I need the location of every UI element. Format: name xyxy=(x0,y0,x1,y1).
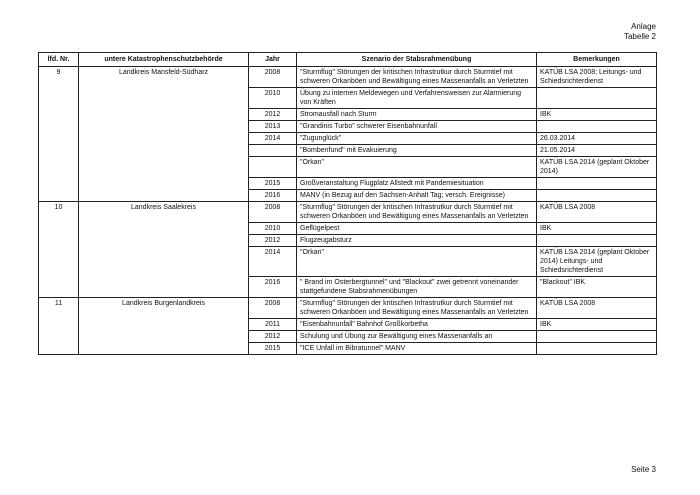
year-cell: 2008 xyxy=(249,298,297,319)
remark-cell xyxy=(537,121,657,133)
scenario-cell: "Sturmflug" Störungen der kritischen Infrastrutkur durch Sturmtief mit schweren Orkanböen und Bewältigung eines Massenanfalls an Verletzten xyxy=(297,202,537,223)
year-cell: 2015 xyxy=(249,343,297,355)
scenario-cell: "ICE Unfall im Bibratunnel" MANV xyxy=(297,343,537,355)
scenario-cell: Schulung und Übung zur Bewältigung eines Massenanfalls an xyxy=(297,331,537,343)
col-header-jahr: Jahr xyxy=(249,53,297,67)
year-cell: 2010 xyxy=(249,223,297,235)
remark-cell: 21.05.2014 xyxy=(537,145,657,157)
scenario-cell: "Bombenfund" mit Evakuierung xyxy=(297,145,537,157)
year-cell: 2012 xyxy=(249,235,297,247)
authority-name: Landkreis Burgenlandkreis xyxy=(79,298,249,355)
scenario-cell: Flugzeugabsturz xyxy=(297,235,537,247)
remark-cell xyxy=(537,331,657,343)
scenario-cell: Geflügelpest xyxy=(297,223,537,235)
col-header-szenario: Szenario der Stabsrahmenübung xyxy=(297,53,537,67)
remark-cell: 26.03.2014 xyxy=(537,133,657,145)
table-row xyxy=(39,67,657,88)
scenario-cell: MANV (in Bezug auf den Sachsen-Anhalt Tag; versch. Ereignisse) xyxy=(297,190,537,202)
year-cell: 2014 xyxy=(249,133,297,145)
scenario-cell: "Orkan" xyxy=(297,247,537,277)
year-cell: 2016 xyxy=(249,277,297,298)
col-header-bemerkungen: Bemerkungen xyxy=(537,53,657,67)
remark-cell xyxy=(537,343,657,355)
remark-cell: KATÜB LSA 2014 (geplant Oktober 2014) Leitungs- und Schiedsrichterdienst xyxy=(537,247,657,277)
scenario-cell: "Sturmflug" Störungen der kritischen Infrastrutkur durch Sturmtief mit schweren Orkanböen und Bewältigung eines Massenanfalls an Verletzten xyxy=(297,67,537,88)
scenario-cell: "Eisenbahnunfall" Bahnhof Großkorbetha xyxy=(297,319,537,331)
year-cell: 2012 xyxy=(249,331,297,343)
year-cell: 2013 xyxy=(249,121,297,133)
remark-cell: KATÜB LSA 2008; Leitungs- und Schiedsrichterdienst xyxy=(537,67,657,88)
table-header-row xyxy=(39,53,657,67)
table-number: Tabelle 2 xyxy=(623,32,656,41)
row-number: 9 xyxy=(39,67,79,202)
scenario-cell: Stromausfall nach Sturm xyxy=(297,109,537,121)
scenario-cell: " Brand im Osterbergtunnel" und "Blackout" zwei getrennt voneinander stattgefundene Stabsrahmenübungen xyxy=(297,277,537,298)
table-row xyxy=(39,202,657,223)
scenario-cell: "Zugunglück" xyxy=(297,133,537,145)
remark-cell: "Blackout" IBK xyxy=(537,277,657,298)
scenario-cell: "Grandinis Turbo" schwerer Eisenbahnunfall xyxy=(297,121,537,133)
table-row xyxy=(39,298,657,319)
col-header-nr: lfd. Nr. xyxy=(39,53,79,67)
remark-cell: IBK xyxy=(537,109,657,121)
remark-cell xyxy=(537,190,657,202)
exercise-table xyxy=(38,52,657,355)
year-cell: 2014 xyxy=(249,247,297,277)
remark-cell: KATÜB LSA 2008 xyxy=(537,202,657,223)
year-cell xyxy=(249,157,297,178)
remark-cell: IBK xyxy=(537,223,657,235)
remark-cell: KATÜB LSA 2014 (geplant Oktober 2014) xyxy=(537,157,657,178)
year-cell: 2015 xyxy=(249,178,297,190)
annex-title: Anlage xyxy=(631,22,656,31)
remark-cell xyxy=(537,88,657,109)
row-number: 10 xyxy=(39,202,79,298)
year-cell: 2016 xyxy=(249,190,297,202)
authority-name: Landkreis Saalekreis xyxy=(79,202,249,298)
scenario-cell: "Sturmflug" Störungen der kritischen Infrastrutkur durch Sturmtief mit schweren Orkanböen und Bewältigung eines Massenanfalls an Verletzten xyxy=(297,298,537,319)
page-number: Seite 3 xyxy=(631,465,656,474)
remark-cell: KATÜB LSA 2008 xyxy=(537,298,657,319)
year-cell: 2011 xyxy=(249,319,297,331)
annex-label xyxy=(624,22,656,42)
year-cell: 2010 xyxy=(249,88,297,109)
authority-name: Landkreis Mansfeld-Südharz xyxy=(79,67,249,202)
remark-cell: IBK xyxy=(537,319,657,331)
remark-cell xyxy=(537,178,657,190)
year-cell xyxy=(249,145,297,157)
remark-cell xyxy=(537,235,657,247)
year-cell: 2008 xyxy=(249,67,297,88)
scenario-cell: Großveranstaltung Flugplatz Allstedt mit Pandemiesituation xyxy=(297,178,537,190)
year-cell: 2012 xyxy=(249,109,297,121)
scenario-cell: Übung zu internen Meldewegen und Verfahrensweisen zur Alarmierung von Kräften xyxy=(297,88,537,109)
row-number: 11 xyxy=(39,298,79,355)
scenario-cell: "Orkan" xyxy=(297,157,537,178)
col-header-behoerde: untere Katastrophenschutzbehörde xyxy=(79,53,249,67)
year-cell: 2008 xyxy=(249,202,297,223)
